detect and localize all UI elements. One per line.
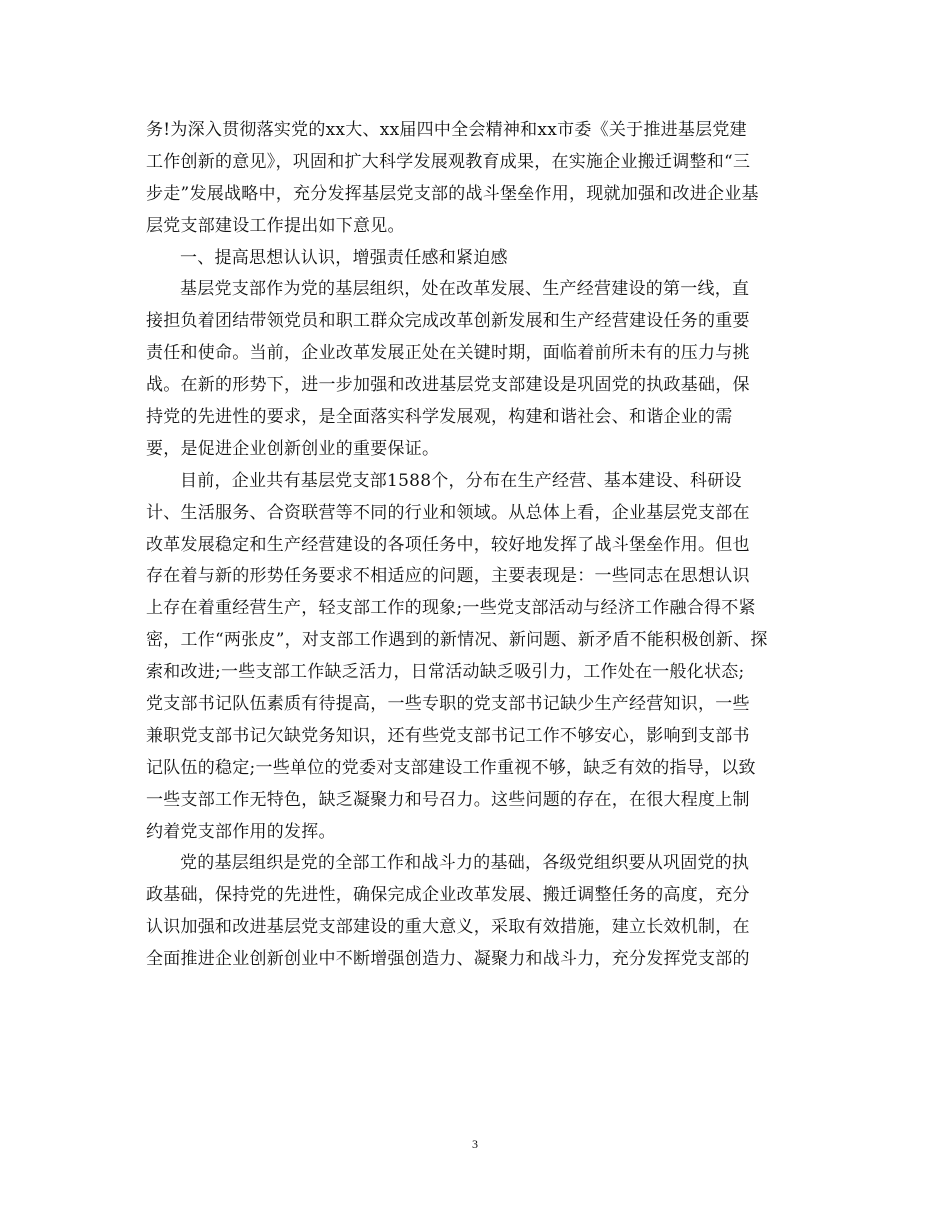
text-line: 约着党支部作用的发挥。 (146, 821, 336, 842)
text-line: 密，工作“两张皮”，对支部工作遇到的新情况、新问题、新矛盾不能积极创新、探 (146, 630, 768, 651)
section-heading: 一、提高思想认认识，增强责任感和紧迫感 (180, 247, 508, 268)
text-line: 务!为深入贯彻落实党的xx大、xx届四中全会精神和xx市委《关于推进基层党建 (146, 120, 747, 140)
text-line: 计、生活服务、合资联营等不同的行业和领域。从总体上看，企业基层党支部在 (146, 502, 750, 523)
text-line: 接担负着团结带领党员和职工群众完成改革创新发展和生产经营建设任务的重要 (146, 311, 750, 332)
page-number: 3 (472, 1137, 478, 1151)
text-line: 记队伍的稳定;一些单位的党委对支部建设工作重视不够，缺乏有效的指导，以致 (146, 757, 756, 778)
text-line: 步走”发展战略中，充分发挥基层党支部的战斗堡垒作用，现就加强和改进企业基 (146, 183, 759, 204)
body-text (146, 115, 806, 976)
text-line: 政基础，保持党的先进性，确保完成企业改革发展、搬迁调整任务的高度，充分 (146, 885, 750, 906)
text-line: 党支部书记队伍素质有待提高，一些专职的党支部书记缺少生产经营知识，一些 (146, 694, 750, 715)
text-line: 基层党支部作为党的基层组织，处在改革发展、生产经营建设的第一线，直 (180, 279, 750, 300)
text-line: 党的基层组织是党的全部工作和战斗力的基础，各级党组织要从巩固党的执 (180, 853, 750, 874)
text-line: 目前，企业共有基层党支部1588个，分布在生产经营、基本建设、科研设 (180, 470, 742, 491)
text-line: 改革发展稳定和生产经营建设的各项任务中，较好地发挥了战斗堡垒作用。但也 (146, 534, 750, 555)
text-line: 上存在着重经营生产，轻支部工作的现象;一些党支部活动与经济工作融合得不紧 (146, 598, 756, 619)
text-line: 一些支部工作无特色，缺乏凝聚力和号召力。这些问题的存在，在很大程度上制 (146, 789, 750, 810)
text-line: 全面推进企业创新创业中不断增强创造力、凝聚力和战斗力，充分发挥党支部的 (146, 949, 750, 970)
text-line: 存在着与新的形势任务要求不相适应的问题，主要表现是：一些同志在思想认识 (146, 566, 750, 587)
text-line: 索和改进;一些支部工作缺乏活力，日常活动缺乏吸引力，工作处在一般化状态; (146, 662, 745, 683)
text-line: 认识加强和改进基层党支部建设的重大意义，采取有效措施，建立长效机制，在 (146, 917, 750, 938)
text-line: 层党支部建设工作提出如下意见。 (146, 215, 405, 236)
text-line: 责任和使命。当前，企业改革发展正处在关键时期，面临着前所未有的压力与挑 (146, 343, 750, 364)
text-line: 持党的先进性的要求，是全面落实科学发展观，构建和谐社会、和谐企业的需 (146, 407, 733, 428)
text-line: 兼职党支部书记欠缺党务知识，还有些党支部书记工作不够安心，影响到支部书 (146, 725, 750, 746)
text-line: 战。在新的形势下，进一步加强和改进基层党支部建设是巩固党的执政基础，保 (146, 375, 750, 396)
text-line: 要，是促进企业创新创业的重要保证。 (146, 438, 440, 459)
text-line: 工作创新的意见》，巩固和扩大科学发展观教育成果，在实施企业搬迁调整和“三 (146, 151, 751, 172)
